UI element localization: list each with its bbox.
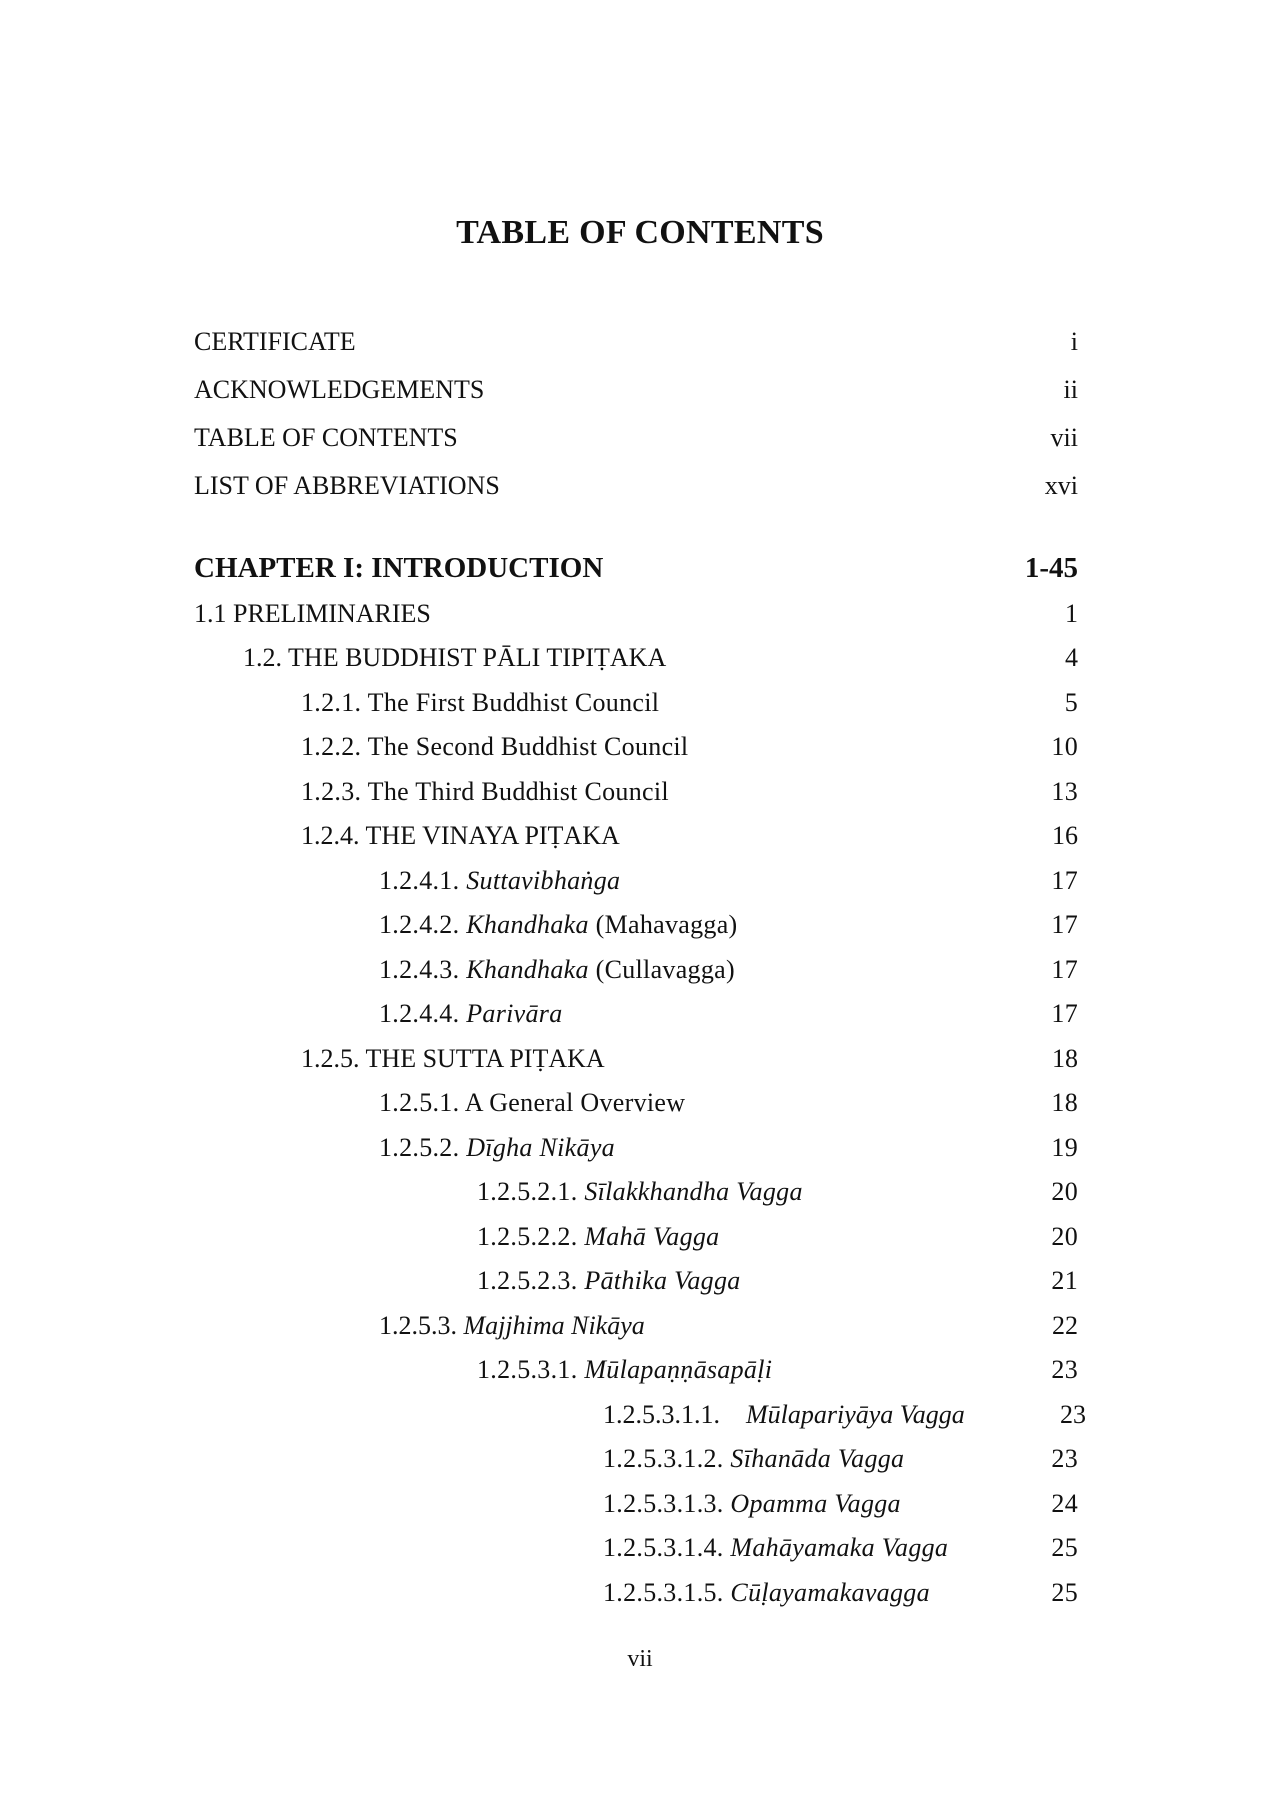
toc-entry[interactable] bbox=[0, 861, 1280, 901]
section-title: Mūlapariyāya Vagga bbox=[746, 1400, 965, 1429]
toc-entry-table-of-contents[interactable] bbox=[0, 418, 1280, 458]
toc-entry-label: LIST OF ABBREVIATIONS bbox=[194, 471, 500, 500]
toc-entry-label: ACKNOWLEDGEMENTS bbox=[194, 375, 485, 404]
section-title: The Second Buddhist Council bbox=[367, 732, 689, 761]
toc-entry-acknowledgements[interactable] bbox=[0, 370, 1280, 410]
section-title: PRELIMINARIES bbox=[233, 599, 431, 628]
section-number: 1.2.2. bbox=[301, 732, 362, 761]
toc-entry[interactable] bbox=[0, 1083, 1280, 1123]
section-number: 1.2.5. bbox=[301, 1044, 360, 1073]
section-number: 1.2.5.3. bbox=[379, 1311, 457, 1340]
section-number: 1.1 bbox=[194, 599, 227, 628]
toc-entry-label bbox=[379, 950, 735, 990]
toc-entry-page: 20 bbox=[1051, 1177, 1078, 1206]
section-title: The First Buddhist Council bbox=[367, 688, 660, 717]
toc-entry[interactable] bbox=[0, 1261, 1280, 1301]
toc-entry[interactable] bbox=[0, 594, 1280, 634]
section-number: 1.2.4.3. bbox=[379, 955, 460, 984]
toc-entry[interactable] bbox=[0, 1306, 1280, 1346]
section-title: Khandhaka bbox=[466, 955, 589, 984]
toc-entry-label bbox=[379, 1306, 645, 1346]
toc-entry-page: 5 bbox=[1064, 688, 1078, 717]
section-title: Dīgha Nikāya bbox=[466, 1133, 615, 1162]
section-number: 1.2.1. bbox=[301, 688, 362, 717]
toc-entry-label: TABLE OF CONTENTS bbox=[194, 423, 458, 452]
toc-entry-label bbox=[603, 1484, 901, 1524]
toc-entry-label bbox=[194, 594, 431, 634]
toc-entry-label bbox=[379, 994, 563, 1034]
toc-entry-page: 23 bbox=[1060, 1400, 1086, 1429]
toc-entry-page: 18 bbox=[1052, 1044, 1078, 1073]
section-number: 1.2.5.3.1.5. bbox=[603, 1578, 724, 1607]
toc-entry-label bbox=[379, 861, 620, 901]
toc-entry-page: 17 bbox=[1051, 999, 1078, 1028]
section-title: Khandhaka bbox=[466, 910, 589, 939]
section-subtitle: (Cullavagga) bbox=[595, 955, 735, 984]
section-number: 1.2.5.1. bbox=[379, 1088, 460, 1117]
section-title: Pāthika Vagga bbox=[584, 1266, 741, 1295]
section-number: 1.2.5.2.3. bbox=[477, 1266, 578, 1295]
section-number: 1.2.5.3.1.4. bbox=[603, 1533, 724, 1562]
section-number: 1.2.4.1. bbox=[379, 866, 460, 895]
toc-entry-label bbox=[603, 1528, 948, 1568]
toc-entry-label bbox=[603, 1439, 904, 1479]
toc-entry-label bbox=[301, 772, 669, 812]
toc-entry[interactable] bbox=[0, 683, 1280, 723]
section-subtitle: (Mahavagga) bbox=[595, 910, 738, 939]
toc-entry[interactable] bbox=[0, 772, 1280, 812]
toc-entry-label bbox=[301, 683, 659, 723]
toc-entry[interactable] bbox=[0, 1395, 1280, 1435]
section-title: Opamma Vagga bbox=[730, 1489, 901, 1518]
chapter-title: CHAPTER I: INTRODUCTION bbox=[194, 552, 604, 584]
toc-entry[interactable] bbox=[0, 1172, 1280, 1212]
toc-entry-label bbox=[477, 1217, 719, 1257]
toc-entry[interactable] bbox=[0, 1039, 1280, 1079]
toc-entry-label bbox=[603, 1395, 965, 1435]
section-title: A General Overview bbox=[464, 1088, 686, 1117]
toc-entry-page: 13 bbox=[1051, 777, 1078, 806]
toc-entry-label: CERTIFICATE bbox=[194, 327, 356, 356]
toc-entry-page: vii bbox=[1050, 423, 1078, 452]
section-number: 1.2.4.4. bbox=[379, 999, 460, 1028]
toc-entry-page: 19 bbox=[1051, 1133, 1078, 1162]
page-number: vii bbox=[627, 1646, 653, 1672]
section-number: 1.2.5.2.1. bbox=[477, 1177, 578, 1206]
toc-entry-page: ii bbox=[1063, 375, 1078, 404]
page-title: TABLE OF CONTENTS bbox=[456, 214, 824, 251]
toc-entry-page: 25 bbox=[1051, 1533, 1078, 1562]
toc-entry-label bbox=[243, 638, 666, 678]
toc-entry[interactable] bbox=[0, 1350, 1280, 1390]
section-number: 1.2.4.2. bbox=[379, 910, 460, 939]
section-title: Cūḷayamakavagga bbox=[730, 1578, 930, 1607]
toc-entry-page: 17 bbox=[1051, 910, 1078, 939]
section-number: 1.2.4. bbox=[301, 821, 360, 850]
section-title: Mūlapaṇṇāsapāḷi bbox=[584, 1355, 773, 1384]
toc-entry-page: 20 bbox=[1051, 1222, 1078, 1251]
section-title: The Third Buddhist Council bbox=[367, 777, 669, 806]
section-number: 1.2.5.2. bbox=[379, 1133, 460, 1162]
toc-entry[interactable] bbox=[0, 1217, 1280, 1257]
toc-entry[interactable] bbox=[0, 816, 1280, 856]
toc-entry[interactable] bbox=[0, 1528, 1280, 1568]
section-title: Mahā Vagga bbox=[584, 1222, 720, 1251]
toc-entry-page: i bbox=[1070, 327, 1078, 356]
section-title: Sīlakkhandha Vagga bbox=[584, 1177, 803, 1206]
section-number: 1.2.3. bbox=[301, 777, 362, 806]
section-title: THE VINAYA PIṬAKA bbox=[365, 821, 620, 850]
section-title: Sīhanāda Vagga bbox=[730, 1444, 905, 1473]
toc-entry-page: 10 bbox=[1051, 732, 1078, 761]
toc-entry-label bbox=[477, 1261, 741, 1301]
section-title: Mahāyamaka Vagga bbox=[730, 1533, 949, 1562]
section-title: THE BUDDHIST PĀLI TIPIṬAKA bbox=[288, 643, 667, 672]
section-number: 1.2.5.2.2. bbox=[477, 1222, 578, 1251]
toc-entry-label bbox=[379, 905, 738, 945]
toc-entry-page: 23 bbox=[1051, 1444, 1078, 1473]
toc-entry-page: 22 bbox=[1052, 1311, 1078, 1340]
toc-entry[interactable] bbox=[0, 1128, 1280, 1168]
section-number: 1.2. bbox=[243, 643, 282, 672]
toc-entry-certificate[interactable] bbox=[0, 322, 1280, 362]
toc-entry-page: 16 bbox=[1052, 821, 1078, 850]
toc-entry-list-of-abbreviations[interactable] bbox=[0, 466, 1280, 506]
toc-entry[interactable] bbox=[0, 1573, 1280, 1613]
toc-entry[interactable] bbox=[0, 950, 1280, 990]
toc-entry-page: 21 bbox=[1051, 1266, 1078, 1295]
toc-entry-page: 23 bbox=[1051, 1355, 1078, 1384]
toc-entry-label bbox=[603, 1573, 930, 1613]
section-number: 1.2.5.3.1.3. bbox=[603, 1489, 724, 1518]
toc-entry-page: 4 bbox=[1065, 643, 1078, 672]
toc-chapter-heading[interactable] bbox=[0, 548, 1280, 588]
toc-entry[interactable] bbox=[0, 905, 1280, 945]
toc-entry-label bbox=[301, 816, 620, 856]
toc-entry-page: 18 bbox=[1051, 1088, 1078, 1117]
toc-entry[interactable] bbox=[0, 638, 1280, 678]
toc-entry-label bbox=[301, 727, 688, 767]
toc-entry-page: 17 bbox=[1051, 866, 1078, 895]
toc-entry-label bbox=[301, 1039, 605, 1079]
toc-entry-page: 24 bbox=[1051, 1489, 1078, 1518]
toc-entry-label bbox=[379, 1083, 685, 1123]
toc-entry-label bbox=[477, 1350, 772, 1390]
section-title: Suttavibhaṅga bbox=[466, 866, 621, 895]
section-number: 1.2.5.3.1. bbox=[477, 1355, 578, 1384]
toc-entry-page: xvi bbox=[1044, 471, 1078, 500]
section-number: 1.2.5.3.1.1. bbox=[603, 1400, 720, 1429]
toc-entry[interactable] bbox=[0, 1439, 1280, 1479]
section-number: 1.2.5.3.1.2. bbox=[603, 1444, 724, 1473]
toc-entry-page: 17 bbox=[1051, 955, 1078, 984]
toc-entry-label bbox=[379, 1128, 615, 1168]
section-title: THE SUTTA PIṬAKA bbox=[365, 1044, 605, 1073]
toc-entry[interactable] bbox=[0, 1484, 1280, 1524]
section-title: Parivāra bbox=[466, 999, 563, 1028]
toc-entry-page: 25 bbox=[1051, 1578, 1078, 1607]
toc-entry-page: 1 bbox=[1065, 599, 1078, 628]
toc-entry[interactable] bbox=[0, 727, 1280, 767]
toc-entry[interactable] bbox=[0, 994, 1280, 1034]
toc-entry-label bbox=[477, 1172, 803, 1212]
section-title: Majjhima Nikāya bbox=[463, 1311, 645, 1340]
chapter-pages: 1-45 bbox=[1024, 552, 1078, 584]
